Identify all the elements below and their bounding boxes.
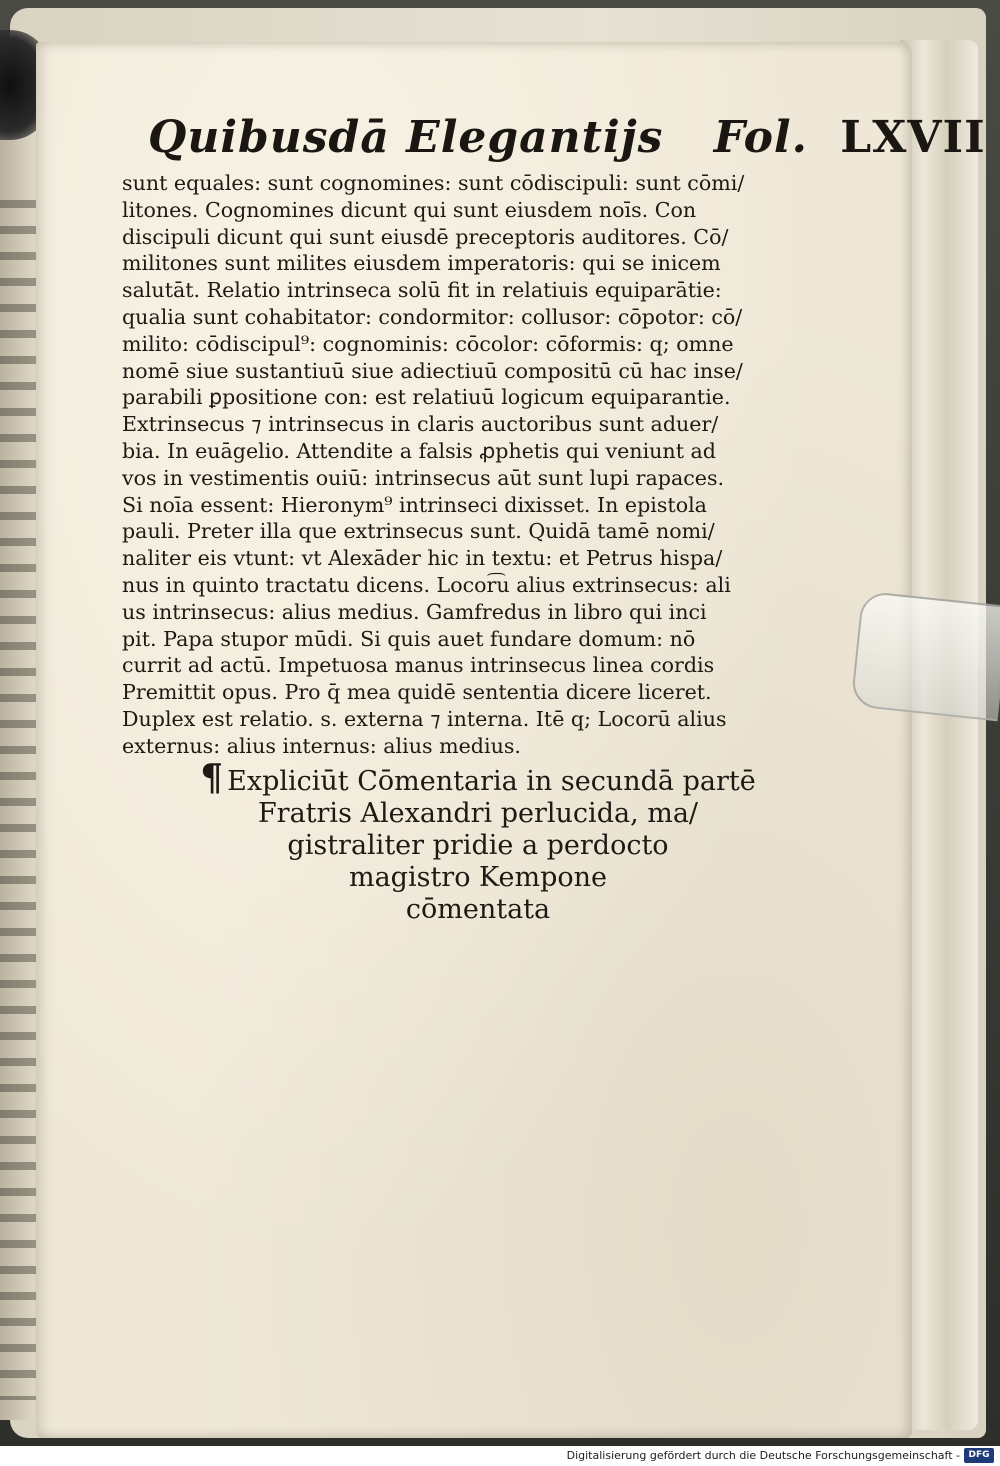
running-head-title: Quibusdā Elegantijs (148, 112, 664, 163)
colophon (158, 757, 798, 926)
page-clip (850, 591, 1000, 722)
body-line: sunt equales: sunt cognomines: sunt cōdiscipuli: sunt cōmi/ (122, 171, 745, 195)
body-line: Extrinsecus ⁊ intrinsecus in claris auctoribus sunt aduer/ (122, 412, 719, 437)
body-line: Premittit opus. Pro q̄ mea quidē sententia dicere liceret. (122, 680, 712, 705)
colophon-line (158, 757, 798, 799)
body-line: parabili ꝑpositione con: est relatiuū logicum equiparantie. (122, 385, 731, 410)
body-line: us intrinsecus: alius medius. Gamfredus in libro qui inci (122, 599, 707, 624)
pilcrow-mark: ¶ (200, 757, 224, 799)
left-page-text-fragment (0, 200, 40, 1400)
body-line: discipuli dicunt qui sunt eiusdē preceptoris auditores. Cō/ (122, 224, 729, 249)
body-line: Si noīa essent: Hieronym⁹ intrinseci dixisset. In epistola (122, 492, 707, 517)
body-line: Duplex est relatio. s. externa ⁊ interna. Itē q; Locorū alius (122, 706, 727, 731)
body-line: bia. In euāgelio. Attendite a falsis ꝓphetis qui veniunt ad (122, 438, 716, 463)
body-line: nus in quinto tractatu dicens. Locor͡u alius extrinsecus: ali (122, 572, 731, 597)
body-line: naliter eis vtunt: vt Alexāder hic in textu: et Petrus hispa/ (122, 546, 723, 571)
colophon-line: gistraliter pridie a perdocto (287, 830, 669, 861)
body-line: litones. Cognomines dicunt qui sunt eiusdem noīs. Con (122, 197, 697, 222)
body-line: pit. Papa stupor mūdi. Si quis auet fundare domum: nō (122, 626, 696, 651)
running-head (148, 112, 986, 172)
body-text (122, 170, 790, 760)
colophon-line: Fratris Alexandri perlucida, ma/ (257, 798, 699, 829)
body-line: militones sunt milites eiusdem imperatoris: qui se inicem (122, 251, 721, 276)
body-line: currit ad actū. Impetuosa manus intrinsecus linea cordis (122, 653, 715, 678)
colophon-line: magistro Kempone (348, 862, 607, 893)
body-line: externus: alius internus: alius medius. (122, 733, 521, 758)
body-line: vos in vestimentis ouiū: intrinsecus aūt sunt lupi rapaces. (122, 465, 725, 490)
body-line: nomē siue sustantiuū siue adiectiuū compositū cū hac inse/ (122, 358, 743, 383)
body-line: pauli. Preter illa que extrinsecus sunt. Quidā tamē nomi/ (122, 519, 715, 544)
dfg-logo: DFG (964, 1448, 994, 1463)
footer-credit: Digitalisierung gefördert durch die Deutsche Forschungsgemeinschaft - (566, 1449, 960, 1462)
body-line: salutāt. Relatio intrinseca solū fit in relatiuis equiparātie: (122, 278, 722, 303)
colophon-text: Expliciūt Cōmentaria in secundā partē (227, 766, 756, 797)
folio-label: Fol. (713, 112, 808, 163)
body-line: milito: cōdiscipul⁹: cognominis: cōcolor: cōformis: q; omne (122, 331, 734, 356)
body-line: qualia sunt cohabitator: condormitor: collusor: cōpotor: cō/ (122, 304, 743, 329)
folio-number: LXVII (840, 112, 986, 163)
colophon-line: cōmentata (405, 894, 551, 925)
